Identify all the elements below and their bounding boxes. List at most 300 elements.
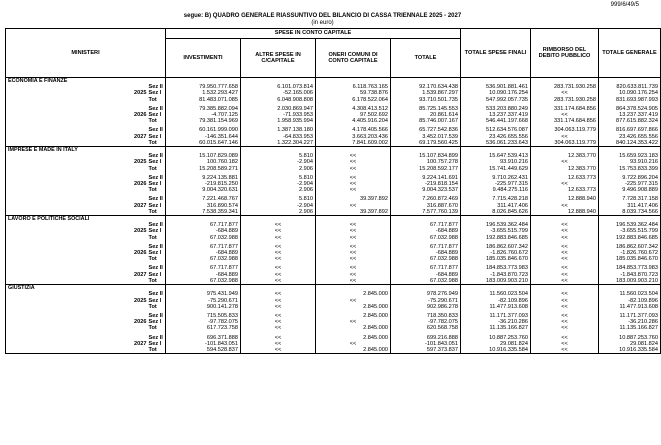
cell-totale: 15.208.592.177 bbox=[391, 166, 461, 172]
cell-totale: 92.170.634.438 bbox=[391, 84, 461, 90]
cell-totale-generale: 11.477.913.608 bbox=[599, 304, 661, 310]
cell-totale-spese-finali: 533.203.880.249 bbox=[461, 106, 531, 112]
cell-totale-generale: -82.109.896 bbox=[599, 298, 661, 304]
row-label: Sez I bbox=[148, 181, 166, 187]
cell-totale: 85.746.007.167 bbox=[391, 118, 461, 124]
cell-oneri-comuni: << bbox=[316, 256, 391, 262]
cell-rimborso: << bbox=[531, 298, 599, 304]
row-label: Tot bbox=[148, 256, 166, 262]
cell-totale-generale: 15.753.833.399 bbox=[599, 166, 661, 172]
cell-altre-spese: << bbox=[241, 222, 316, 228]
cell-totale-generale: -1.843.870.723 bbox=[599, 272, 661, 278]
cell-totale-spese-finali: 183.009.903.210 bbox=[461, 278, 531, 285]
cell-totale-spese-finali: 23.426.655.556 bbox=[461, 134, 531, 140]
row-label: Tot bbox=[148, 347, 166, 354]
cell-oneri-comuni: << bbox=[316, 166, 391, 172]
ministry-name: LAVORO E POLITICHE SOCIALI bbox=[6, 216, 166, 223]
cell-altre-spese: 2.906 bbox=[241, 187, 316, 193]
cell-rimborso: 12.383.770 bbox=[531, 166, 599, 172]
cell-oneri-comuni: 4.178.405.566 bbox=[316, 127, 391, 133]
cell-rimborso: << bbox=[531, 347, 599, 354]
year-label: 2025 bbox=[134, 228, 147, 235]
cell-totale-spese-finali: 311.417.406 bbox=[461, 203, 531, 209]
cell-totale: 699.216.888 bbox=[391, 335, 461, 341]
cell-totale-spese-finali: 11.135.166.827 bbox=[461, 325, 531, 331]
cell-totale-generale: 11.560.023.504 bbox=[599, 291, 661, 297]
cell-totale-spese-finali: 184.853.773.983 bbox=[461, 265, 531, 271]
cell-totale-generale: -1.826.760.672 bbox=[599, 250, 661, 256]
cell-rimborso: << bbox=[531, 134, 599, 140]
cell-oneri-comuni: << bbox=[316, 203, 391, 209]
cell-totale-generale: 311.417.406 bbox=[599, 203, 661, 209]
cell-totale-spese-finali: 196.539.362.484 bbox=[461, 222, 531, 228]
cell-totale-spese-finali: 10.916.335.584 bbox=[461, 347, 531, 354]
cell-totale-spese-finali: 7.715.428.218 bbox=[461, 196, 531, 202]
cell-investimenti: 15.208.589.271 bbox=[166, 166, 241, 172]
cell-investimenti: 79.385.882.094 bbox=[166, 106, 241, 112]
cell-oneri-comuni: << bbox=[316, 153, 391, 159]
row-label: Sez II bbox=[148, 313, 166, 319]
cell-totale: 65.727.542.836 bbox=[391, 127, 461, 133]
cell-totale: 1.539.867.297 bbox=[391, 90, 461, 96]
row-label: Sez I bbox=[148, 134, 166, 140]
ministry-name: IMPRESE E MADE IN ITALY bbox=[6, 147, 166, 154]
cell-oneri-comuni: 6.178.522.064 bbox=[316, 97, 391, 103]
cell-rimborso: 283.731.930.258 bbox=[531, 97, 599, 103]
cell-totale: 9.004.323.537 bbox=[391, 187, 461, 193]
cell-totale-generale: 192.883.846.685 bbox=[599, 235, 661, 241]
cell-totale: 67.717.877 bbox=[391, 244, 461, 250]
cell-totale-spese-finali: -1.826.760.672 bbox=[461, 250, 531, 256]
cell-altre-spese: -2.904 bbox=[241, 181, 316, 187]
cell-totale-generale: 29.081.824 bbox=[599, 341, 661, 347]
cell-totale: 718.350.833 bbox=[391, 313, 461, 319]
cell-totale-generale: 183.009.903.210 bbox=[599, 278, 661, 285]
row-label: Tot bbox=[148, 209, 166, 216]
cell-totale-spese-finali: 192.883.846.685 bbox=[461, 235, 531, 241]
cell-investimenti: 60.161.999.090 bbox=[166, 127, 241, 133]
row-label: Sez II bbox=[148, 106, 166, 112]
cell-totale-generale: 196.539.362.484 bbox=[599, 222, 661, 228]
cell-altre-spese: << bbox=[241, 235, 316, 241]
cell-oneri-comuni: << bbox=[316, 175, 391, 181]
cell-oneri-comuni: << bbox=[316, 298, 391, 304]
year-label: 2025 bbox=[134, 297, 147, 304]
cell-oneri-comuni: << bbox=[316, 341, 391, 347]
cell-investimenti: -97.782.075 bbox=[166, 319, 241, 325]
cell-totale: 15.107.834.899 bbox=[391, 153, 461, 159]
cell-rimborso: << bbox=[531, 181, 599, 187]
row-label: Sez II bbox=[148, 291, 166, 297]
header-totale: TOTALE bbox=[391, 39, 461, 78]
header-totale-generale: TOTALE GENERALE bbox=[599, 29, 661, 78]
cell-totale-spese-finali: 9.484.275.116 bbox=[461, 187, 531, 193]
row-label: Sez I bbox=[148, 228, 166, 234]
cell-totale: -684.889 bbox=[391, 272, 461, 278]
cell-totale: 902.986.278 bbox=[391, 304, 461, 310]
cell-totale: 7.260.872.469 bbox=[391, 196, 461, 202]
row-label: Sez II bbox=[148, 175, 166, 181]
cell-altre-spese: << bbox=[241, 347, 316, 354]
year-label: 2026 bbox=[134, 250, 147, 257]
header-investimenti: INVESTIMENTI bbox=[166, 39, 241, 78]
cell-investimenti: 594.528.837 bbox=[166, 347, 241, 354]
cell-totale: 67.717.877 bbox=[391, 222, 461, 228]
row-label: Tot bbox=[148, 140, 166, 147]
cell-totale-spese-finali: 29.081.824 bbox=[461, 341, 531, 347]
cell-totale-generale: 831.693.987.993 bbox=[599, 97, 661, 103]
cell-totale-spese-finali: -225.977.315 bbox=[461, 181, 531, 187]
subtitle-text: (in euro) bbox=[311, 20, 334, 26]
cell-altre-spese: -2.904 bbox=[241, 159, 316, 165]
cell-totale: 20.861.614 bbox=[391, 112, 461, 118]
cell-totale: 67.032.988 bbox=[391, 278, 461, 285]
cell-altre-spese: << bbox=[241, 244, 316, 250]
cell-investimenti: 617.723.758 bbox=[166, 325, 241, 331]
cell-totale-generale: 185.035.846.670 bbox=[599, 256, 661, 262]
cell-oneri-comuni: 39.397.892 bbox=[316, 196, 391, 202]
cell-totale-spese-finali: 15.647.539.413 bbox=[461, 153, 531, 159]
cell-rimborso: << bbox=[531, 112, 599, 118]
cell-investimenti: 60.015.647.146 bbox=[166, 140, 241, 147]
cell-totale: 620.568.758 bbox=[391, 325, 461, 331]
cell-investimenti: 9.224.135.881 bbox=[166, 175, 241, 181]
cell-rimborso: 331.174.684.856 bbox=[531, 118, 599, 124]
cell-altre-spese: 5.810 bbox=[241, 196, 316, 202]
cell-oneri-comuni: 97.502.692 bbox=[316, 112, 391, 118]
cell-totale-spese-finali: -3.655.515.799 bbox=[461, 228, 531, 234]
cell-totale: -75.290.671 bbox=[391, 298, 461, 304]
cell-rimborso: << bbox=[531, 291, 599, 297]
cell-altre-spese: << bbox=[241, 291, 316, 297]
year-label: 2025 bbox=[134, 159, 147, 166]
cell-oneri-comuni: 2.845.000 bbox=[316, 325, 391, 331]
cell-totale-spese-finali: 536.061.233.643 bbox=[461, 140, 531, 147]
cell-totale: 597.373.837 bbox=[391, 347, 461, 354]
year-label: 2026 bbox=[134, 181, 147, 188]
cell-totale: 9.224.141.691 bbox=[391, 175, 461, 181]
header-altre-spese: ALTRE SPESE IN C/CAPITALE bbox=[241, 39, 316, 78]
cell-oneri-comuni: << bbox=[316, 222, 391, 228]
row-label: Tot bbox=[148, 166, 166, 172]
cell-oneri-comuni: << bbox=[316, 319, 391, 325]
cell-totale-generale: 186.862.607.342 bbox=[599, 244, 661, 250]
row-label: Sez I bbox=[148, 341, 166, 347]
row-label: Sez I bbox=[148, 90, 166, 96]
row-label: Tot bbox=[148, 278, 166, 285]
cell-altre-spese: << bbox=[241, 250, 316, 256]
cell-oneri-comuni: << bbox=[316, 250, 391, 256]
row-label: Sez II bbox=[148, 196, 166, 202]
table-row bbox=[6, 278, 661, 285]
cell-rimborso: 283.731.930.258 bbox=[531, 84, 599, 90]
row-label: Tot bbox=[148, 118, 166, 124]
cell-oneri-comuni: 39.397.892 bbox=[316, 209, 391, 216]
page-title bbox=[0, 13, 645, 27]
cell-totale-generale: 877.615.882.324 bbox=[599, 118, 661, 124]
row-label: Sez II bbox=[148, 244, 166, 250]
cell-rimborso: << bbox=[531, 235, 599, 241]
cell-investimenti: 900.141.278 bbox=[166, 304, 241, 310]
cell-investimenti: 67.717.877 bbox=[166, 222, 241, 228]
cell-totale-spese-finali: 185.035.846.670 bbox=[461, 256, 531, 262]
cell-totale: 316.887.670 bbox=[391, 203, 461, 209]
cell-oneri-comuni: 2.845.000 bbox=[316, 335, 391, 341]
year-label: 2027 bbox=[134, 340, 147, 347]
row-label: Tot bbox=[148, 325, 166, 331]
cell-rimborso: 12.383.770 bbox=[531, 153, 599, 159]
cell-investimenti: 81.483.071.085 bbox=[166, 97, 241, 103]
ministry-name: GIUSTIZIA bbox=[6, 285, 166, 292]
cell-altre-spese: 2.906 bbox=[241, 209, 316, 216]
cell-altre-spese: << bbox=[241, 272, 316, 278]
cell-altre-spese: << bbox=[241, 304, 316, 310]
cell-oneri-comuni: 4.308.413.512 bbox=[316, 106, 391, 112]
cell-investimenti: 9.004.320.631 bbox=[166, 187, 241, 193]
cell-investimenti: 7.538.359.341 bbox=[166, 209, 241, 216]
row-label: Sez I bbox=[148, 112, 166, 118]
header-ministeri: MINISTERI bbox=[6, 29, 166, 78]
cell-oneri-comuni: 2.845.000 bbox=[316, 291, 391, 297]
cell-rimborso: 304.063.119.779 bbox=[531, 140, 599, 147]
cell-oneri-comuni: 7.841.609.002 bbox=[316, 140, 391, 147]
cell-rimborso: << bbox=[531, 341, 599, 347]
cell-rimborso: << bbox=[531, 250, 599, 256]
cell-rimborso: << bbox=[531, 244, 599, 250]
cell-investimenti: -146.351.644 bbox=[166, 134, 241, 140]
year-label: 2027 bbox=[134, 202, 147, 209]
cell-investimenti: 1.532.293.427 bbox=[166, 90, 241, 96]
cell-totale-spese-finali: 11.477.913.608 bbox=[461, 304, 531, 310]
cell-oneri-comuni: 2.845.000 bbox=[316, 313, 391, 319]
cell-investimenti: 79.950.777.658 bbox=[166, 84, 241, 90]
cell-oneri-comuni: << bbox=[316, 235, 391, 241]
row-label: Sez II bbox=[148, 222, 166, 228]
cell-rimborso: << bbox=[531, 265, 599, 271]
cell-totale-spese-finali: 11.171.377.093 bbox=[461, 313, 531, 319]
table-row bbox=[6, 140, 661, 147]
cell-altre-spese: << bbox=[241, 228, 316, 234]
cell-altre-spese: 2.906 bbox=[241, 166, 316, 172]
row-label: Sez I bbox=[148, 319, 166, 325]
cell-totale-spese-finali: 11.560.023.504 bbox=[461, 291, 531, 297]
cell-altre-spese: -52.165.006 bbox=[241, 90, 316, 96]
cell-totale-generale: 840.124.353.422 bbox=[599, 140, 661, 147]
header-rimborso: RIMBORSO DEL DEBITO PUBBLICO bbox=[531, 29, 599, 78]
cell-totale: -101.843.051 bbox=[391, 341, 461, 347]
table-row bbox=[6, 347, 661, 354]
year-label: 2027 bbox=[134, 133, 147, 140]
cell-investimenti: -684.889 bbox=[166, 228, 241, 234]
row-label: Sez II bbox=[148, 265, 166, 271]
cell-totale-spese-finali: 93.910.216 bbox=[461, 159, 531, 165]
cell-totale-generale: 9.496.908.889 bbox=[599, 187, 661, 193]
cell-altre-spese: << bbox=[241, 278, 316, 285]
row-label: Sez I bbox=[148, 272, 166, 278]
cell-totale-spese-finali: -1.843.870.723 bbox=[461, 272, 531, 278]
cell-investimenti: 100.760.182 bbox=[166, 159, 241, 165]
cell-altre-spese: 1.322.304.227 bbox=[241, 140, 316, 147]
row-label: Tot bbox=[148, 235, 166, 241]
cell-totale: 3.452.017.539 bbox=[391, 134, 461, 140]
row-label: Tot bbox=[148, 97, 166, 103]
cell-altre-spese: 6.101.073.814 bbox=[241, 84, 316, 90]
cell-totale-generale: 10.887.253.760 bbox=[599, 335, 661, 341]
cell-oneri-comuni: 6.118.763.165 bbox=[316, 84, 391, 90]
cell-oneri-comuni: << bbox=[316, 181, 391, 187]
cell-totale-spese-finali: -36.210.286 bbox=[461, 319, 531, 325]
cell-totale: -684.889 bbox=[391, 250, 461, 256]
cell-totale: 100.757.278 bbox=[391, 159, 461, 165]
cell-investimenti: 67.717.877 bbox=[166, 244, 241, 250]
cell-investimenti: -4.707.125 bbox=[166, 112, 241, 118]
cell-rimborso: << bbox=[531, 228, 599, 234]
cell-totale: 85.725.145.553 bbox=[391, 106, 461, 112]
cell-investimenti: 975.431.949 bbox=[166, 291, 241, 297]
cell-rimborso: << bbox=[531, 256, 599, 262]
cell-totale-spese-finali: 10.090.176.254 bbox=[461, 90, 531, 96]
cell-altre-spese: << bbox=[241, 265, 316, 271]
cell-totale-generale: 8.039.734.566 bbox=[599, 209, 661, 216]
cell-rimborso: << bbox=[531, 159, 599, 165]
table-body bbox=[6, 78, 661, 354]
cell-rimborso: << bbox=[531, 278, 599, 285]
row-label: Sez I bbox=[148, 298, 166, 304]
cell-totale: -97.782.075 bbox=[391, 319, 461, 325]
cell-altre-spese: 1.958.935.994 bbox=[241, 118, 316, 124]
cell-totale-generale: 13.237.337.419 bbox=[599, 112, 661, 118]
cell-totale: 7.577.760.139 bbox=[391, 209, 461, 216]
ministry-name: ECONOMIA E FINANZE bbox=[6, 78, 166, 85]
cell-oneri-comuni: << bbox=[316, 187, 391, 193]
cell-totale-spese-finali: 512.634.576.087 bbox=[461, 127, 531, 133]
cell-oneri-comuni: << bbox=[316, 159, 391, 165]
cell-altre-spese: 1.387.138.180 bbox=[241, 127, 316, 133]
cell-totale-generale: 7.728.317.158 bbox=[599, 196, 661, 202]
cell-totale-generale: 15.659.923.183 bbox=[599, 153, 661, 159]
cell-investimenti: -684.889 bbox=[166, 250, 241, 256]
cell-rimborso: << bbox=[531, 304, 599, 310]
row-label: Sez I bbox=[148, 203, 166, 209]
cell-rimborso: << bbox=[531, 222, 599, 228]
cell-altre-spese: << bbox=[241, 256, 316, 262]
cell-totale: -219.818.154 bbox=[391, 181, 461, 187]
row-label: Sez II bbox=[148, 127, 166, 133]
cell-totale-generale: 9.722.896.204 bbox=[599, 175, 661, 181]
cell-totale-spese-finali: 15.741.449.629 bbox=[461, 166, 531, 172]
cell-totale-spese-finali: 186.862.607.342 bbox=[461, 244, 531, 250]
cell-totale: 978.276.949 bbox=[391, 291, 461, 297]
cell-oneri-comuni: 3.663.203.436 bbox=[316, 134, 391, 140]
cell-investimenti: 715.505.833 bbox=[166, 313, 241, 319]
cell-investimenti: 67.717.877 bbox=[166, 265, 241, 271]
cell-investimenti: -684.889 bbox=[166, 272, 241, 278]
cell-investimenti: -75.290.671 bbox=[166, 298, 241, 304]
title-text: segue: B) QUADRO GENERALE RIASSUNTIVO DEL BILANCIO DI CASSA TRIENNALE 2025 - 2027 bbox=[183, 13, 462, 19]
cell-totale-generale: 93.910.216 bbox=[599, 159, 661, 165]
cell-oneri-comuni: 2.845.000 bbox=[316, 347, 391, 354]
cell-altre-spese: << bbox=[241, 298, 316, 304]
row-label: Sez II bbox=[148, 335, 166, 341]
row-label: Tot bbox=[148, 304, 166, 310]
cell-altre-spese: -2.904 bbox=[241, 203, 316, 209]
cell-totale-generale: 864.378.524.905 bbox=[599, 106, 661, 112]
cell-totale: 67.717.877 bbox=[391, 265, 461, 271]
row-label: Tot bbox=[148, 187, 166, 193]
header-oneri-comuni: ONERI COMUNI DI CONTO CAPITALE bbox=[316, 39, 391, 78]
row-label: Sez II bbox=[148, 153, 166, 159]
cell-rimborso: << bbox=[531, 325, 599, 331]
cell-totale-spese-finali: 9.710.262.431 bbox=[461, 175, 531, 181]
cell-oneri-comuni: << bbox=[316, 228, 391, 234]
cell-totale-spese-finali: 10.887.253.760 bbox=[461, 335, 531, 341]
cell-altre-spese: 6.048.908.808 bbox=[241, 97, 316, 103]
header-totale-spese-finali: TOTALE SPESE FINALI bbox=[461, 29, 531, 78]
cell-investimenti: 79.381.154.969 bbox=[166, 118, 241, 124]
cell-investimenti: 67.032.988 bbox=[166, 235, 241, 241]
cell-totale-generale: -36.210.286 bbox=[599, 319, 661, 325]
cell-investimenti: 15.107.829.089 bbox=[166, 153, 241, 159]
year-label: 2026 bbox=[134, 112, 147, 119]
cell-altre-spese: 5.810 bbox=[241, 153, 316, 159]
cell-totale-generale: 10.090.176.254 bbox=[599, 90, 661, 96]
cell-rimborso: << bbox=[531, 319, 599, 325]
cell-altre-spese: -64.833.953 bbox=[241, 134, 316, 140]
budget-table bbox=[5, 28, 661, 354]
cell-totale-generale: 820.633.811.739 bbox=[599, 84, 661, 90]
cell-investimenti: -219.815.250 bbox=[166, 181, 241, 187]
cell-rimborso: 331.174.684.856 bbox=[531, 106, 599, 112]
cell-totale: 93.710.501.735 bbox=[391, 97, 461, 103]
table-row bbox=[6, 209, 661, 216]
cell-totale-generale: 11.135.166.827 bbox=[599, 325, 661, 331]
cell-rimborso: << bbox=[531, 90, 599, 96]
cell-totale-generale: 816.697.697.866 bbox=[599, 127, 661, 133]
cell-rimborso: 304.063.119.779 bbox=[531, 127, 599, 133]
cell-oneri-comuni: 2.845.000 bbox=[316, 304, 391, 310]
row-label: Sez I bbox=[148, 250, 166, 256]
cell-totale: 67.032.988 bbox=[391, 256, 461, 262]
cell-totale-spese-finali: 8.026.845.626 bbox=[461, 209, 531, 216]
cell-altre-spese: -71.933.953 bbox=[241, 112, 316, 118]
cell-totale-generale: -3.655.515.799 bbox=[599, 228, 661, 234]
cell-rimborso: 12.633.773 bbox=[531, 175, 599, 181]
cell-rimborso: 12.888.940 bbox=[531, 196, 599, 202]
cell-totale-generale: 11.171.377.093 bbox=[599, 313, 661, 319]
cell-altre-spese: << bbox=[241, 313, 316, 319]
cell-altre-spese: 5.810 bbox=[241, 175, 316, 181]
cell-rimborso: 12.633.773 bbox=[531, 187, 599, 193]
year-label: 2025 bbox=[134, 90, 147, 97]
cell-totale: -684.889 bbox=[391, 228, 461, 234]
cell-rimborso: << bbox=[531, 313, 599, 319]
cell-totale-generale: 23.426.655.556 bbox=[599, 134, 661, 140]
cell-totale-spese-finali: 536.901.881.461 bbox=[461, 84, 531, 90]
header-spese-conto-capitale: SPESE IN CONTO CAPITALE bbox=[166, 29, 461, 39]
cell-totale-spese-finali: 13.237.337.419 bbox=[461, 112, 531, 118]
cell-totale-spese-finali: 547.992.057.735 bbox=[461, 97, 531, 103]
year-label: 2026 bbox=[134, 319, 147, 326]
cell-rimborso: << bbox=[531, 272, 599, 278]
cell-investimenti: 67.032.988 bbox=[166, 256, 241, 262]
cell-investimenti: 316.890.574 bbox=[166, 203, 241, 209]
cell-oneri-comuni: 59.738.876 bbox=[316, 90, 391, 96]
cell-investimenti: 67.032.988 bbox=[166, 278, 241, 285]
cell-altre-spese: << bbox=[241, 319, 316, 325]
cell-totale-generale: -225.977.315 bbox=[599, 181, 661, 187]
cell-altre-spese: << bbox=[241, 341, 316, 347]
cell-rimborso: << bbox=[531, 335, 599, 341]
